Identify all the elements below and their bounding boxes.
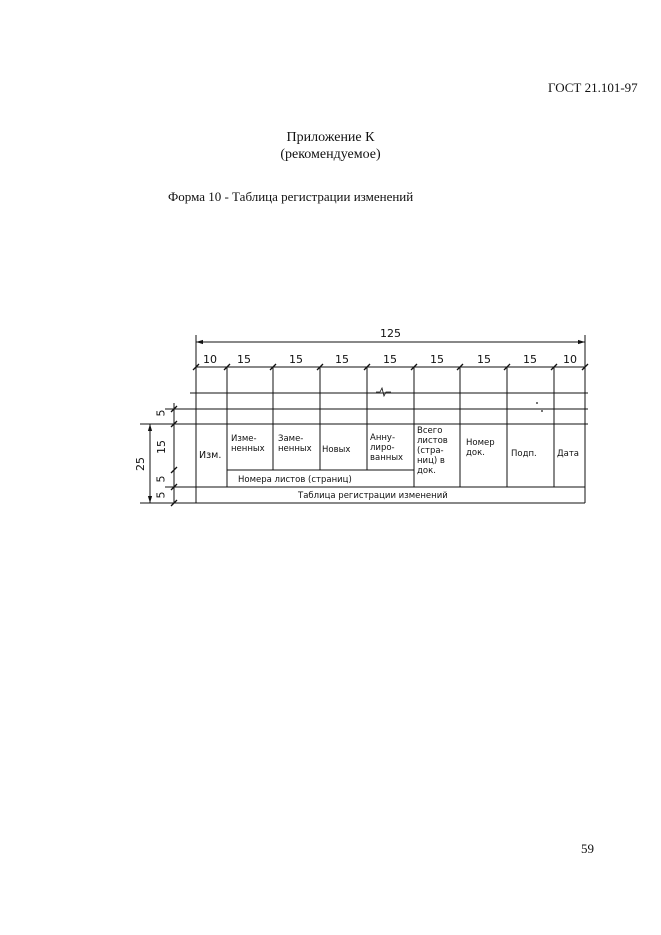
column-width-label: 15 bbox=[383, 353, 397, 366]
header-novyh: Новых bbox=[322, 445, 351, 455]
header-data: Дата bbox=[557, 449, 580, 459]
row-height-label: 15 bbox=[155, 440, 168, 454]
row-height-label: 5 bbox=[154, 409, 168, 417]
page-number: 59 bbox=[581, 841, 594, 856]
overall-height-label: 25 bbox=[134, 457, 147, 471]
sheet-numbers-label: Номера листов (страниц) bbox=[238, 475, 352, 485]
header-izmenennyh: Изме- ненных bbox=[231, 434, 265, 454]
header-zamenennyh: Заме- ненных bbox=[278, 434, 312, 454]
column-width-label: 15 bbox=[289, 353, 303, 366]
header-nomer-dok: Номер док. bbox=[466, 438, 495, 458]
row-height-label: 5 bbox=[154, 475, 168, 483]
column-width-label: 15 bbox=[477, 353, 491, 366]
column-width-label: 10 bbox=[563, 353, 577, 366]
header-podp: Подп. bbox=[511, 449, 537, 459]
row-height-label: 5 bbox=[154, 491, 168, 499]
header-izm: Изм. bbox=[199, 450, 222, 461]
header-vsego-listov: Всего листов (стра- ниц) в док. bbox=[417, 426, 448, 476]
doc-code: ГОСТ 21.101-97 bbox=[548, 80, 638, 95]
appendix-label: Приложение К bbox=[286, 130, 375, 145]
column-width-label: 15 bbox=[430, 353, 444, 366]
form-caption: Форма 10 - Таблица регистрации изменений bbox=[168, 189, 414, 204]
appendix-note: (рекомендуемое) bbox=[280, 147, 381, 162]
overall-width-label: 125 bbox=[380, 327, 401, 340]
column-width-label: 15 bbox=[335, 353, 349, 366]
column-width-label: 10 bbox=[203, 353, 217, 366]
column-width-label: 15 bbox=[237, 353, 251, 366]
table-title-label: Таблица регистрации изменений bbox=[298, 491, 448, 501]
header-annulirovannyh: Анну- лиро- ванных bbox=[370, 433, 404, 463]
column-width-label: 15 bbox=[523, 353, 537, 366]
